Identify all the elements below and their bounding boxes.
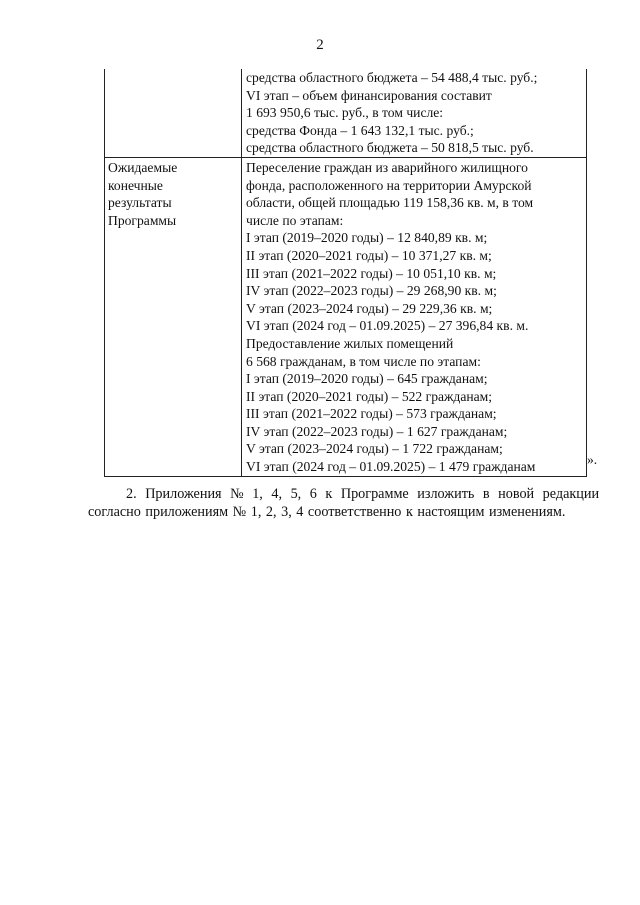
results-cell — [242, 157, 587, 476]
results-line: II этап (2020–2021 годы) – 522 гражданам; — [246, 388, 493, 404]
results-label-line: конечные — [108, 177, 163, 193]
results-line: III этап (2021–2022 годы) – 10 051,10 кв. м; — [246, 265, 497, 281]
results-line: VI этап (2024 год – 01.09.2025) – 27 396,84 кв. м. — [246, 318, 529, 334]
results-line: V этап (2023–2024 годы) – 1 722 гражданам; — [246, 441, 503, 457]
program-passport-table — [104, 69, 587, 477]
results-line: IV этап (2022–2023 годы) – 29 268,90 кв. м; — [246, 283, 497, 299]
financing-cell — [242, 69, 587, 157]
results-line: Предоставление жилых помещений — [246, 335, 454, 351]
results-label-line: Ожидаемые — [108, 159, 178, 175]
results-line: II этап (2020–2021 годы) – 10 371,27 кв. м; — [246, 247, 492, 263]
results-label-line: результаты — [108, 195, 172, 211]
closing-quote: ». — [587, 452, 598, 467]
results-line: числе по этапам: — [246, 212, 344, 228]
results-label-cell — [105, 157, 242, 476]
results-line: I этап (2019–2020 годы) – 645 гражданам; — [246, 371, 488, 387]
page-number: 2 — [316, 37, 324, 53]
results-line: I этап (2019–2020 годы) – 12 840,89 кв. м; — [246, 230, 488, 246]
results-line: области, общей площадью 119 158,36 кв. м, в том — [246, 195, 534, 211]
results-line: VI этап (2024 год – 01.09.2025) – 1 479 гражданам — [246, 459, 536, 475]
results-label-line: Программы — [108, 212, 177, 228]
results-line: Переселение граждан из аварийного жилищного — [246, 159, 528, 175]
table-row-results — [105, 157, 587, 476]
paragraph-line: 2. Приложения № 1, 4, 5, 6 к Программе изложить в новой редакции — [126, 486, 600, 502]
results-line: фонда, расположенного на территории Амурской — [246, 177, 532, 193]
empty-label-cell — [105, 69, 242, 157]
results-line: 6 568 гражданам, в том числе по этапам: — [246, 353, 481, 369]
financing-line: 1 693 950,6 тыс. руб., в том числе: — [246, 105, 444, 121]
financing-line: средства областного бюджета – 50 818,5 тыс. руб. — [246, 140, 534, 156]
table-row-financing — [105, 69, 587, 157]
financing-line: средства областного бюджета – 54 488,4 тыс. руб.; — [246, 70, 538, 85]
paragraph-line: согласно приложениям № 1, 2, 3, 4 соответственно к настоящим изменениям. — [88, 504, 566, 520]
amendment-paragraph — [88, 485, 600, 521]
financing-line: средства Фонда – 1 643 132,1 тыс. руб.; — [246, 122, 474, 138]
results-line: V этап (2023–2024 годы) – 29 229,36 кв. м; — [246, 300, 493, 316]
results-line: IV этап (2022–2023 годы) – 1 627 гражданам; — [246, 423, 508, 439]
results-line: III этап (2021–2022 годы) – 573 гражданам; — [246, 406, 497, 422]
financing-line: VI этап – объем финансирования составит — [246, 87, 492, 103]
